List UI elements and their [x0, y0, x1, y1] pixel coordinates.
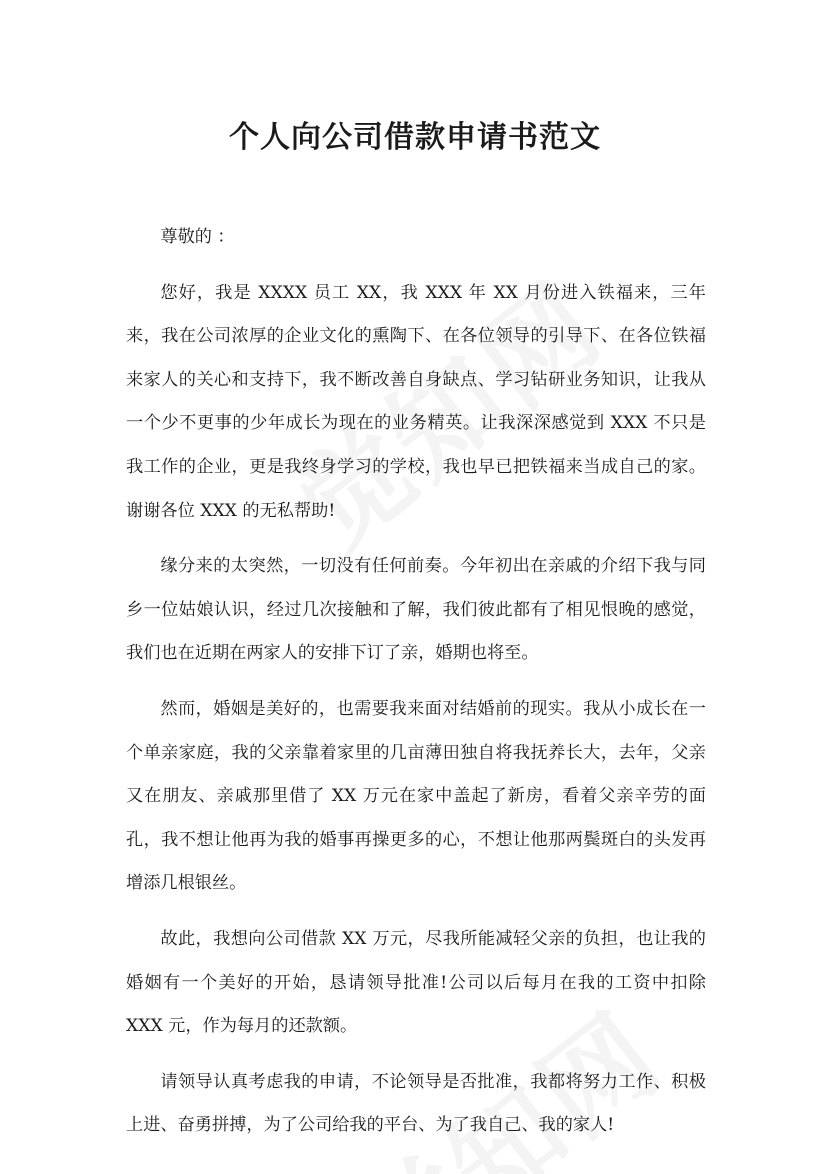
paragraph-engagement: 缘分来的太突然，一切没有任何前奏。今年初出在亲戚的介绍下我与同乡一位姑娘认识，经过几次接触和了解，我们彼此都有了相见恨晚的感觉，我们也在近期在两家人的安排下订了亲，婚期也将至。: [126, 556, 706, 664]
paragraph-closing: 请领导认真考虑我的申请，不论领导是否批准，我都将努力工作、积极上进、奋勇拼搏，为了公司给我的平台、为了我自己、我的家人!: [126, 1071, 706, 1136]
document-title: 个人向公司借款申请书范文: [229, 120, 601, 155]
paragraph-family: 然而，婚姻是美好的，也需要我来面对结婚前的现实。我从小成长在一个单亲家庭，我的父亲靠着家里的几亩薄田独自将我抚养长大，去年，父亲又在朋友、亲戚那里借了 XX 万元在家中盖起了新房，看着父亲辛劳的面孔，我不想让他再为我的婚事再操更多的心，不想让他那两鬓斑白的头发再增添几根银丝。: [126, 698, 706, 894]
paragraph-greeting: 您好，我是 XXXX 员工 XX，我 XXX 年 XX 月份进入铁福来，三年来，我在公司浓厚的企业文化的熏陶下、在各位领导的引导下、在各位铁福来家人的关心和支持下，我不断改善自身缺点、学习钻研业务知识，让我从一个少不更事的少年成长为现在的业务精英。让我深深感觉到 XXX 不只是我工作的企业，更是我终身学习的学校，我也早已把铁福来当成自己的家。谢谢各位 XXX 的无私帮助!: [126, 282, 706, 521]
salutation: 尊敬的 ：: [160, 227, 235, 247]
paragraph-request: 故此，我想向公司借款 XX 万元，尽我所能减轻父亲的负担，也让我的婚姻有一个美好的开始，恳请领导批准!公司以后每月在我的工资中扣除 XXX 元，作为每月的还款额。: [126, 928, 706, 1037]
document-body: [126, 216, 706, 1148]
